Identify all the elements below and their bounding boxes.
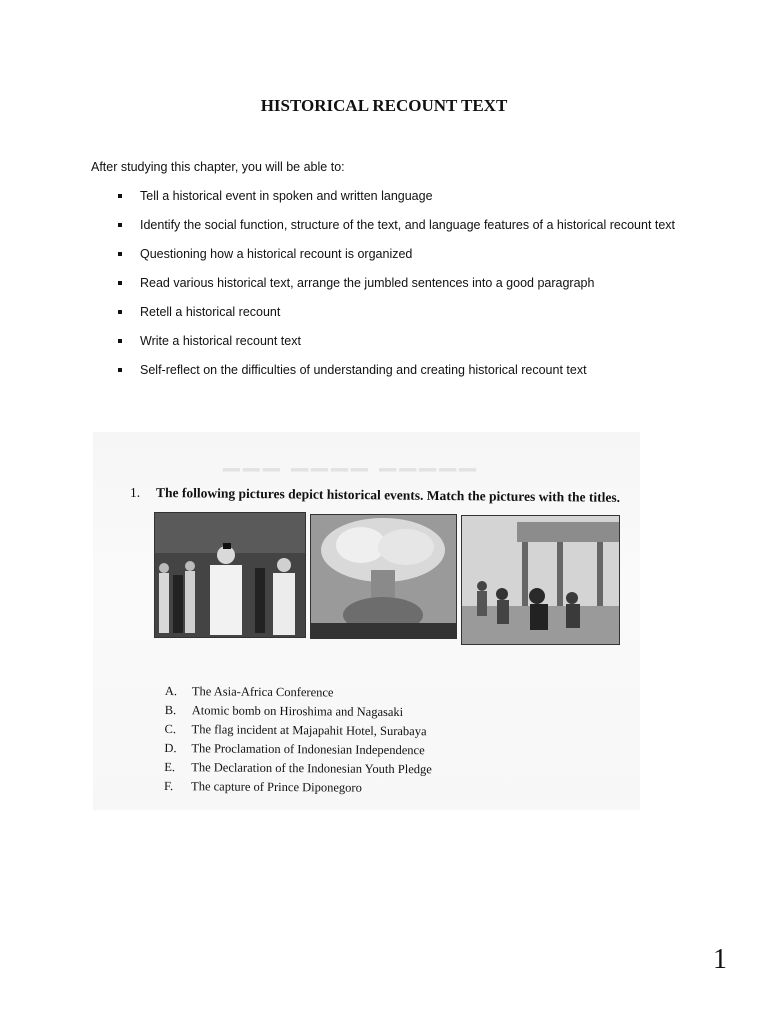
list-item: Read various historical text, arrange the jumbled sentences into a good paragraph [118,274,678,293]
option-f: F. The capture of Prince Diponegoro [164,778,362,795]
mushroom-cloud-photo [310,514,457,639]
page-number: 1 [713,944,727,975]
option-e: E. The Declaration of the Indonesian Youth Pledge [164,759,432,777]
question-number: 1. [130,485,141,500]
faded-heading-artifact: ▁▁▁ ▁▁▁▁ ▁▁▁▁▁ [223,446,480,471]
list-item: Write a historical recount text [118,332,678,351]
objectives-list [118,187,678,390]
scanned-exercise [93,432,640,810]
proclamation-photo [154,512,306,638]
option-b: B. Atomic bomb on Hiroshima and Nagasaki [164,702,404,720]
diponegoro-capture-painting [461,515,620,645]
intro-text: After studying this chapter, you will be able to: [91,160,345,174]
option-d: D. The Proclamation of Indonesian Independence [164,740,425,758]
option-a: A. The Asia-Africa Conference [164,683,334,700]
list-item: Retell a historical recount [118,303,678,322]
list-item: Tell a historical event in spoken and written language [118,187,678,206]
page-title: HISTORICAL RECOUNT TEXT [260,96,508,115]
option-c: C. The flag incident at Majapahit Hotel, Surabaya [164,721,427,739]
list-item: Identify the social function, structure of the text, and language features of a historical recount text [118,216,678,235]
list-item: Self-reflect on the difficulties of understanding and creating historical recount text [118,361,678,380]
question-instruction: The following pictures depict historical events. Match the pictures with the titles. [155,485,621,505]
list-item: Questioning how a historical recount is organized [118,245,678,264]
answer-options [164,682,433,798]
